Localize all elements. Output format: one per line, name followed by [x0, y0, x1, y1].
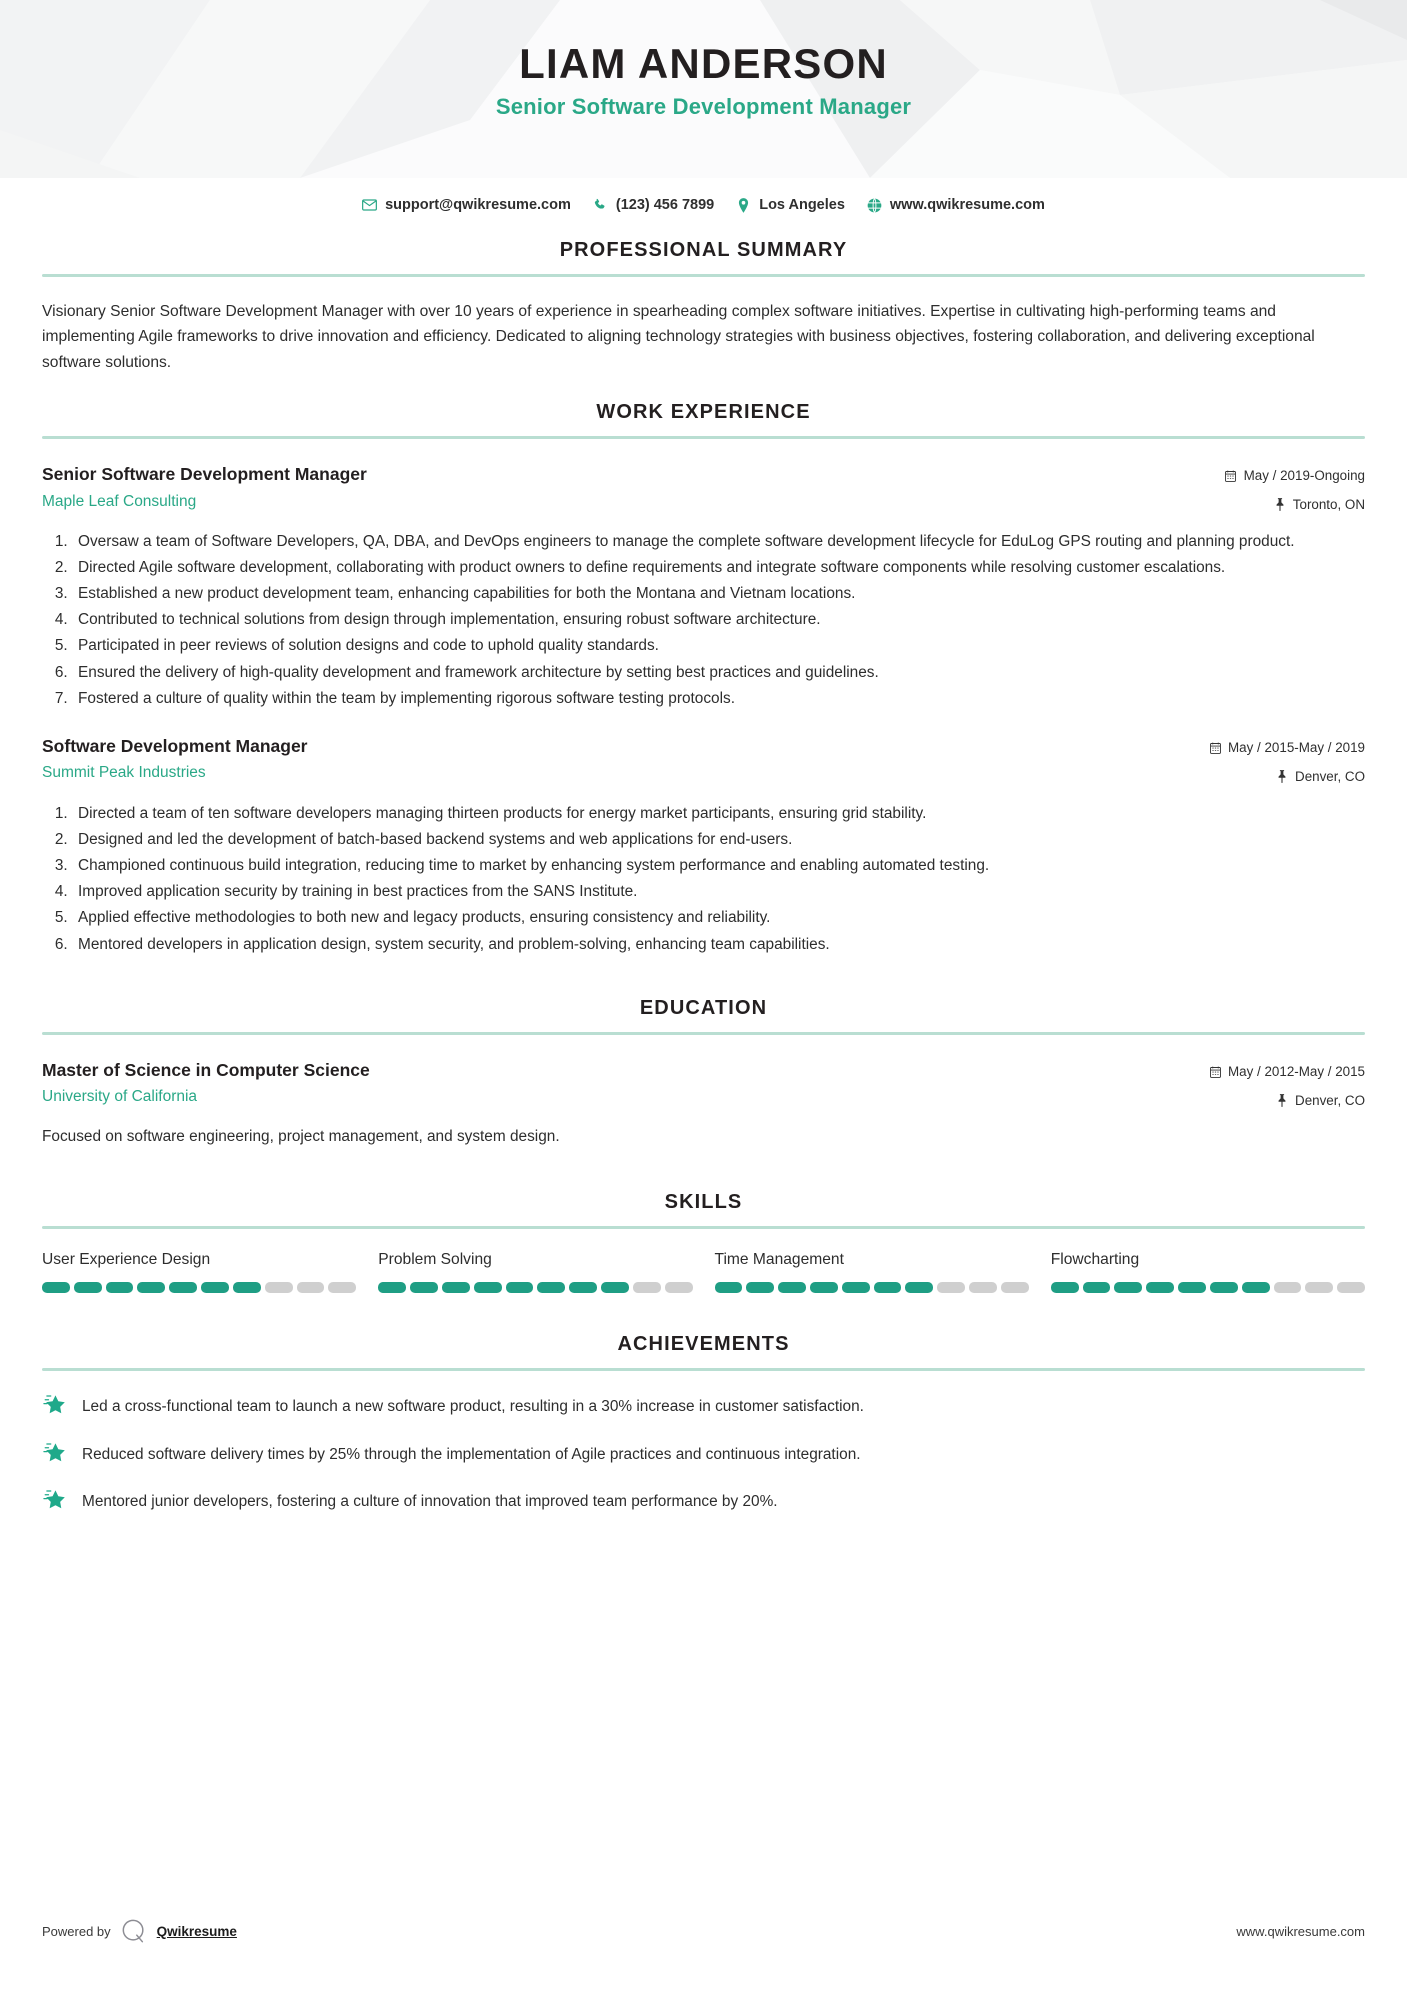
- job-role: Software Development Manager: [42, 735, 308, 756]
- skill-name: Problem Solving: [378, 1251, 492, 1269]
- contact-website-text: www.qwikresume.com: [889, 197, 1045, 213]
- shooting-star-icon: [42, 1442, 68, 1466]
- skill-name: Time Management: [714, 1251, 844, 1269]
- contact-email[interactable]: [356, 197, 577, 213]
- skill-segment: [378, 1282, 406, 1293]
- section-heading-skills: SKILLS: [664, 1191, 743, 1214]
- skill-segment: [633, 1282, 661, 1293]
- section-work-experience: [42, 401, 1365, 957]
- section-education: [42, 997, 1365, 1150]
- skill-segment: [42, 1282, 70, 1293]
- skill-segment: [746, 1282, 774, 1293]
- section-professional-summary: [42, 239, 1365, 375]
- globe-icon: [867, 198, 882, 213]
- job-location: [1225, 495, 1365, 515]
- job-location-text: Toronto, ON: [1292, 496, 1365, 512]
- shooting-star-icon: [42, 1394, 68, 1418]
- map-pin-icon: [736, 198, 751, 213]
- job-bullet: 1. Directed a team of ten software developers managing thirteen products for energy market participants, ensuring grid stability.: [72, 801, 1365, 826]
- contact-location-text: Los Angeles: [759, 197, 845, 213]
- skill-segment: [442, 1282, 470, 1293]
- pushpin-icon: [1276, 770, 1288, 783]
- section-heading-education: EDUCATION: [639, 996, 768, 1019]
- contact-email-text: support@qwikresume.com: [385, 197, 571, 213]
- skill-segment: [106, 1282, 134, 1293]
- achievement-text: Reduced software delivery times by 25% through the implementation of Agile practices and continuous integration.: [82, 1445, 861, 1463]
- skill-rating-bar: [378, 1282, 692, 1293]
- education-location-text: Denver, CO: [1295, 1092, 1365, 1108]
- section-achievements: [42, 1333, 1365, 1512]
- job-bullet-list: [42, 529, 1365, 711]
- skill-segment: [233, 1282, 261, 1293]
- section-divider: [42, 436, 1365, 439]
- skill-name: Flowcharting: [1050, 1251, 1140, 1269]
- job-bullet: 6. Mentored developers in application design, system security, and problem-solving, enhancing team capabilities.: [72, 932, 1365, 957]
- skill-segment: [874, 1282, 902, 1293]
- job-bullet: 4. Contributed to technical solutions from design through implementation, ensuring robust software architecture.: [72, 607, 1365, 632]
- calendar-icon: [1209, 741, 1221, 754]
- section-divider: [42, 1368, 1365, 1371]
- skill-segment: [905, 1282, 933, 1293]
- skill-segment: [1051, 1282, 1079, 1293]
- skill-item: [715, 1251, 1029, 1293]
- job-dates: [1225, 466, 1365, 486]
- calendar-icon: [1209, 1065, 1221, 1078]
- footer-branding: [42, 1918, 237, 1944]
- section-divider: [42, 1226, 1365, 1229]
- shooting-star-icon: [42, 1489, 68, 1513]
- education-location: [1209, 1091, 1365, 1111]
- pushpin-icon: [1274, 498, 1286, 511]
- phone-icon: [593, 198, 608, 213]
- achievement-text: Led a cross-functional team to launch a new software product, resulting in a 30% increase in customer satisfaction.: [82, 1398, 864, 1416]
- education-dates: [1209, 1062, 1365, 1082]
- skill-segment: [169, 1282, 197, 1293]
- candidate-title: Senior Software Development Manager: [495, 94, 912, 120]
- skill-rating-bar: [715, 1282, 1029, 1293]
- skill-segment: [1274, 1282, 1302, 1293]
- education-school: University of California: [42, 1088, 198, 1106]
- job-dates-text: May / 2019-Ongoing: [1243, 467, 1365, 483]
- skill-name: User Experience Design: [42, 1251, 211, 1269]
- skill-segment: [474, 1282, 502, 1293]
- pushpin-icon: [1276, 1094, 1288, 1107]
- skill-segment: [506, 1282, 534, 1293]
- section-divider: [42, 1032, 1365, 1035]
- section-skills: [42, 1191, 1365, 1293]
- work-entry: [42, 463, 1365, 711]
- achievement-item: [42, 1488, 1365, 1513]
- skill-segment: [715, 1282, 743, 1293]
- job-bullet-list: [42, 801, 1365, 957]
- contact-phone[interactable]: [587, 197, 720, 213]
- skill-segment: [201, 1282, 229, 1293]
- job-dates: [1209, 738, 1365, 758]
- skill-rating-bar: [42, 1282, 356, 1293]
- skill-segment: [297, 1282, 325, 1293]
- skills-grid: [42, 1251, 1365, 1293]
- job-bullet: 2. Designed and led the development of batch-based backend systems and web applications for end-users.: [72, 827, 1365, 852]
- resume-header: [0, 0, 1407, 178]
- education-note: Focused on software engineering, project management, and system design.: [42, 1127, 560, 1145]
- skill-segment: [1083, 1282, 1111, 1293]
- contact-location: [730, 197, 851, 213]
- skill-segment: [1337, 1282, 1365, 1293]
- achievements-list: [42, 1393, 1365, 1512]
- skill-rating-bar: [1051, 1282, 1365, 1293]
- skill-item: [1051, 1251, 1365, 1293]
- job-location: [1209, 767, 1365, 787]
- section-heading-work: WORK EXPERIENCE: [596, 400, 811, 423]
- job-location-text: Denver, CO: [1295, 768, 1365, 784]
- job-bullet: 6. Ensured the delivery of high-quality development and framework architecture by setting best practices and guidelines.: [72, 660, 1365, 685]
- job-bullet: 5. Participated in peer reviews of solution designs and code to uphold quality standards.: [72, 633, 1365, 658]
- powered-by-label: Powered by: [42, 1923, 111, 1939]
- job-bullet: 2. Directed Agile software development, collaborating with product owners to define requirements and integrate software components while resolving customer escalations.: [72, 555, 1365, 580]
- summary-text: Visionary Senior Software Development Manager with over 10 years of experience in spearheading complex software initiatives. Expertise in cultivating high-performing teams and implementing Agile frameworks to drive innovation and efficiency. Dedicated to aligning technology strategies with business objectives, fostering collaboration, and delivering exceptional software solutions.: [42, 303, 1315, 371]
- job-bullet: 5. Applied effective methodologies to both new and legacy products, ensuring consistency and reliability.: [72, 905, 1365, 930]
- education-dates-text: May / 2012-May / 2015: [1228, 1063, 1365, 1079]
- skill-segment: [1305, 1282, 1333, 1293]
- skill-segment: [137, 1282, 165, 1293]
- calendar-icon: [1225, 469, 1237, 482]
- skill-segment: [842, 1282, 870, 1293]
- skill-segment: [665, 1282, 693, 1293]
- education-degree: Master of Science in Computer Science: [42, 1059, 370, 1080]
- section-divider: [42, 274, 1365, 277]
- skill-segment: [1178, 1282, 1206, 1293]
- work-entry: [42, 735, 1365, 957]
- job-role: Senior Software Development Manager: [42, 463, 367, 484]
- skill-item: [42, 1251, 356, 1293]
- job-dates-text: May / 2015-May / 2019: [1228, 739, 1365, 755]
- candidate-name: LIAM ANDERSON: [519, 40, 888, 87]
- achievement-text: Mentored junior developers, fostering a culture of innovation that improved team performance by 20%.: [82, 1492, 778, 1510]
- job-bullet: 4. Improved application security by training in best practices from the SANS Institute.: [72, 879, 1365, 904]
- education-entry: [42, 1059, 1365, 1150]
- job-company: Maple Leaf Consulting: [42, 492, 197, 510]
- contact-bar: [0, 197, 1407, 213]
- skill-segment: [601, 1282, 629, 1293]
- qwikresume-link[interactable]: Qwikresume: [156, 1923, 237, 1939]
- skill-segment: [778, 1282, 806, 1293]
- skill-segment: [1001, 1282, 1029, 1293]
- skill-item: [378, 1251, 692, 1293]
- skill-segment: [810, 1282, 838, 1293]
- skill-segment: [969, 1282, 997, 1293]
- footer-website: www.qwikresume.com: [1236, 1923, 1365, 1939]
- job-bullet: 1. Oversaw a team of Software Developers, QA, DBA, and DevOps engineers to manage the complete software development lifecycle for EduLog GPS routing and planning product.: [72, 529, 1365, 554]
- skill-segment: [74, 1282, 102, 1293]
- skill-segment: [328, 1282, 356, 1293]
- skill-segment: [410, 1282, 438, 1293]
- skill-segment: [1242, 1282, 1270, 1293]
- envelope-icon: [362, 198, 377, 213]
- job-company: Summit Peak Industries: [42, 764, 206, 782]
- contact-phone-text: (123) 456 7899: [615, 197, 715, 213]
- section-heading-achievements: ACHIEVEMENTS: [617, 1333, 790, 1356]
- skill-segment: [265, 1282, 293, 1293]
- job-bullet: 7. Fostered a culture of quality within the team by implementing rigorous software testing protocols.: [72, 686, 1365, 711]
- skill-segment: [569, 1282, 597, 1293]
- achievement-item: [42, 1393, 1365, 1418]
- contact-website[interactable]: [861, 197, 1051, 213]
- skill-segment: [1210, 1282, 1238, 1293]
- skill-segment: [1114, 1282, 1142, 1293]
- achievement-item: [42, 1441, 1365, 1466]
- skill-segment: [1146, 1282, 1174, 1293]
- skill-segment: [537, 1282, 565, 1293]
- qwikresume-logo-icon: [121, 1918, 147, 1944]
- section-heading-summary: PROFESSIONAL SUMMARY: [559, 239, 848, 261]
- page-footer: [42, 1918, 1365, 1944]
- skill-segment: [937, 1282, 965, 1293]
- job-bullet: 3. Established a new product development team, enhancing capabilities for both the Montana and Vietnam locations.: [72, 581, 1365, 606]
- job-bullet: 3. Championed continuous build integration, reducing time to market by enhancing system performance and enabling automated testing.: [72, 853, 1365, 878]
